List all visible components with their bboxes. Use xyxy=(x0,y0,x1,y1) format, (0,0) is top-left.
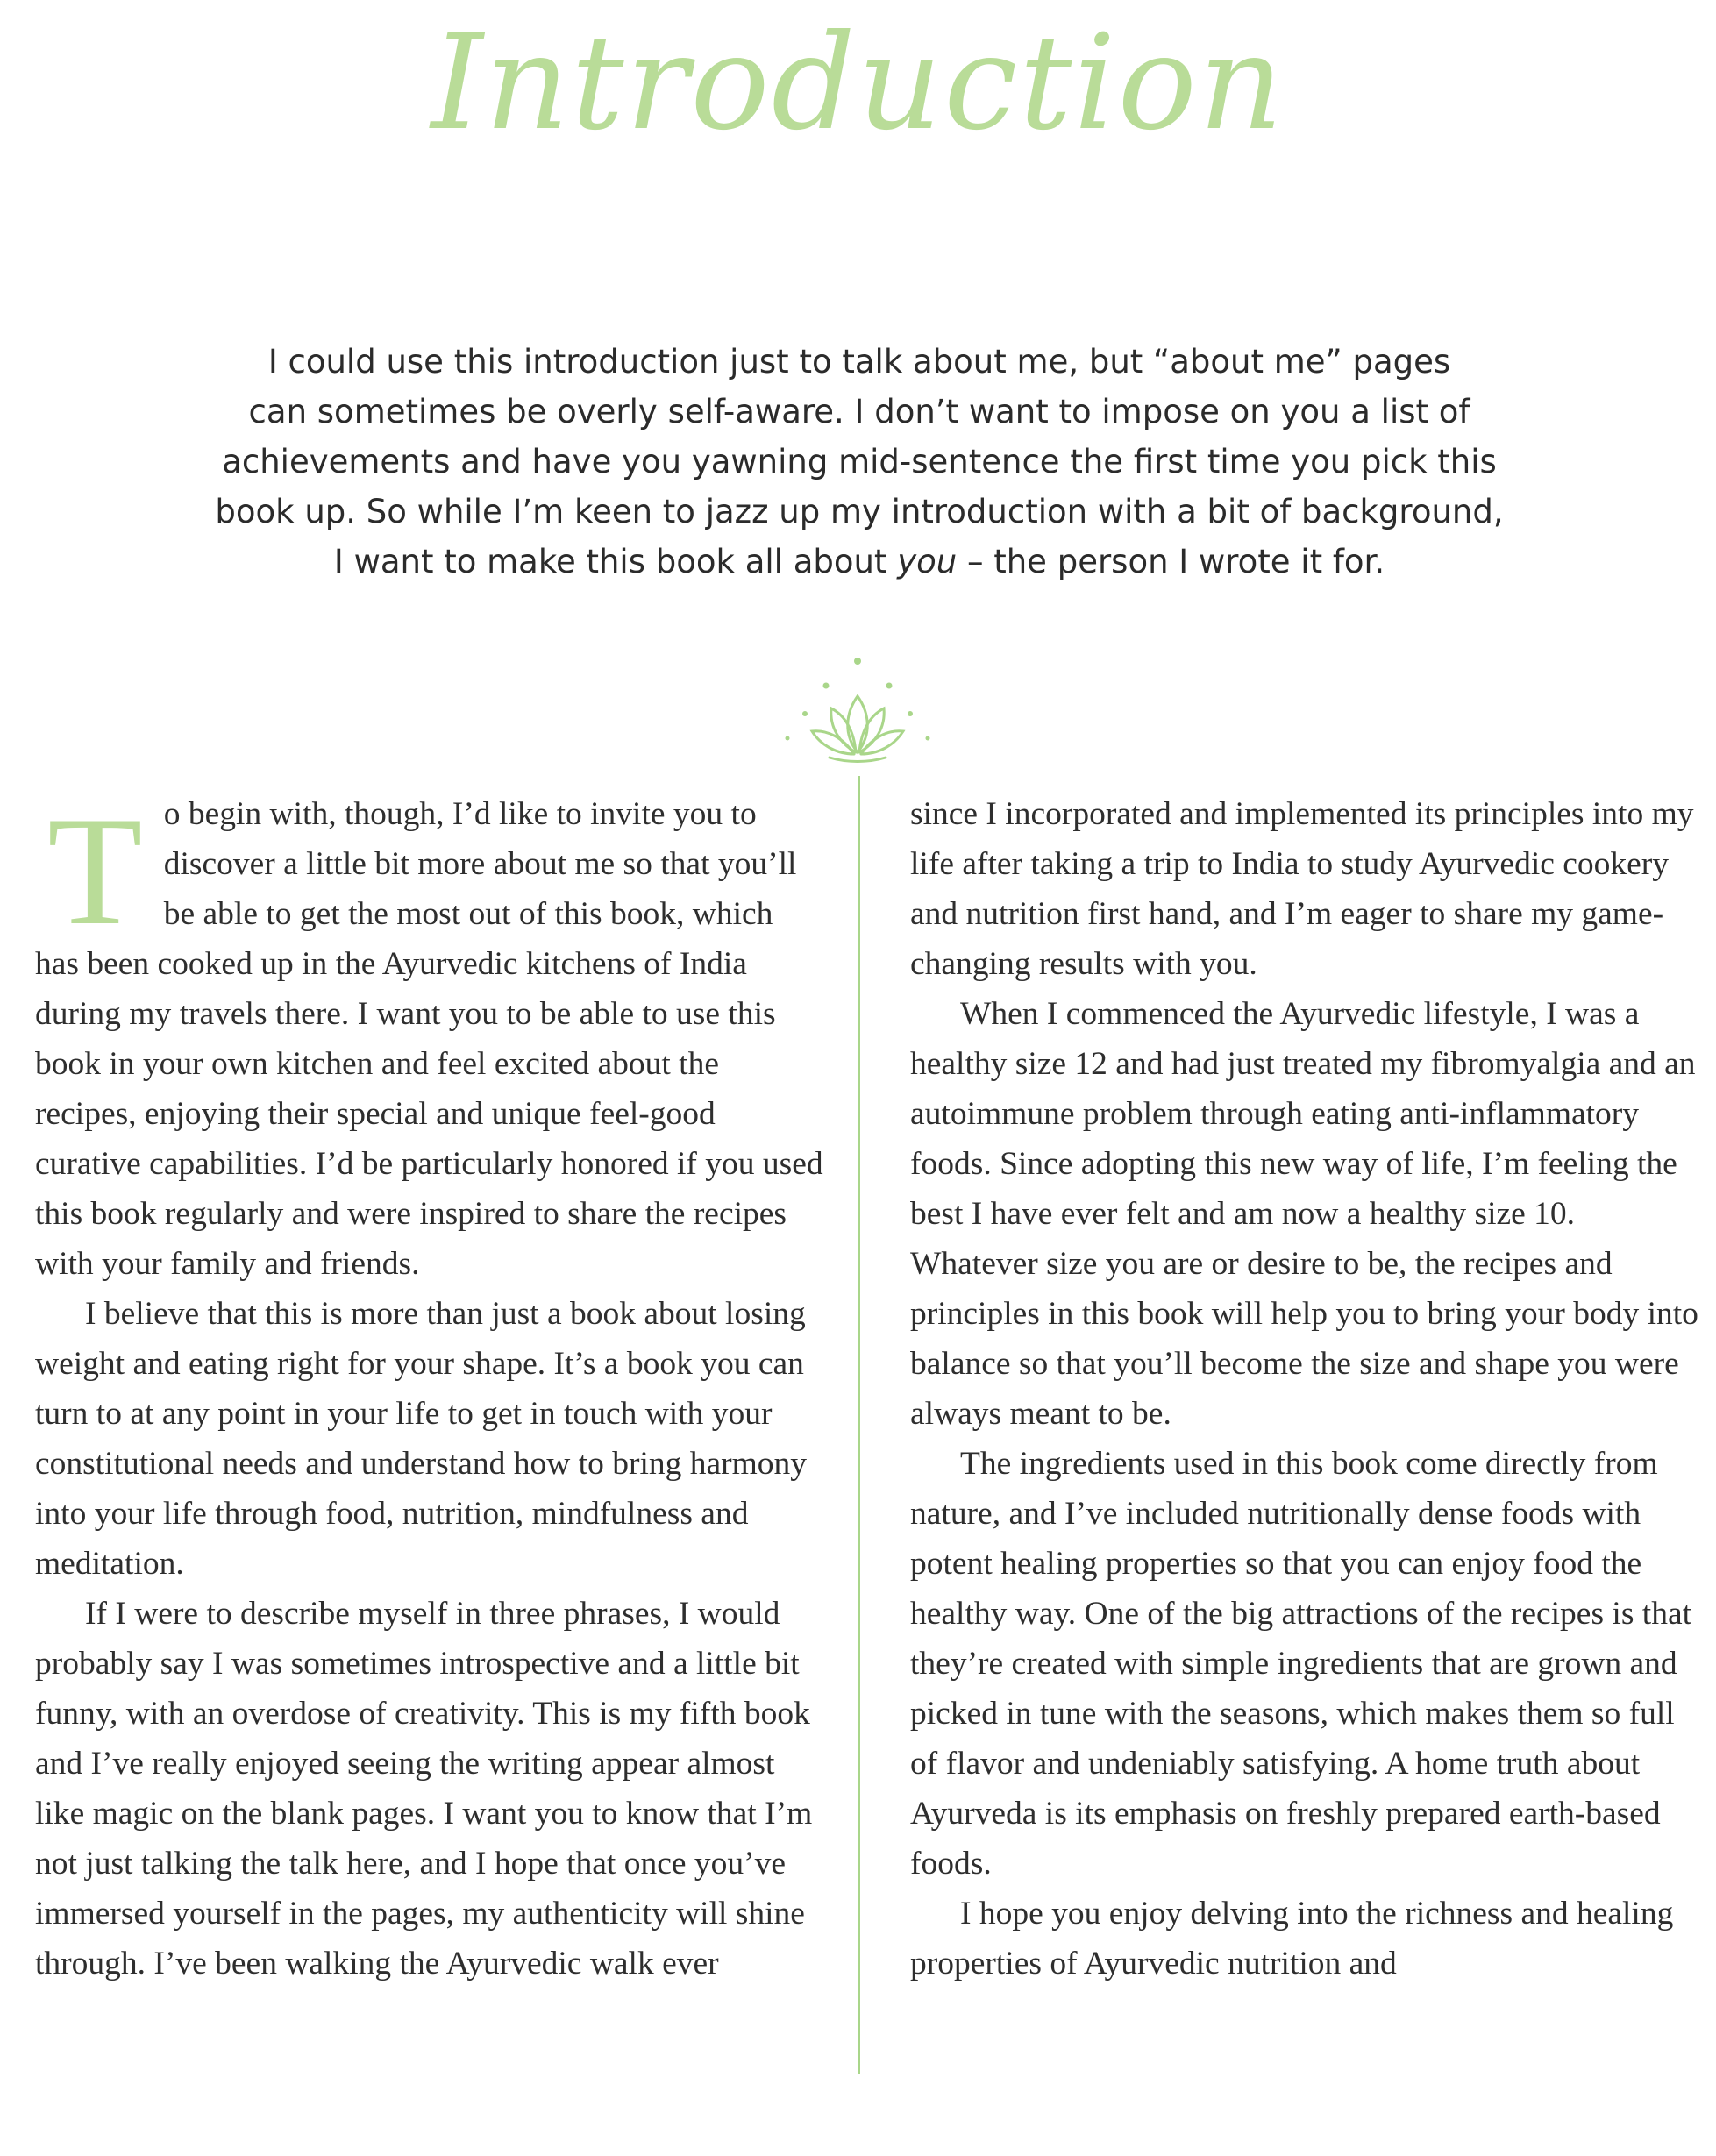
intro-line: I could use this introduction just to talk about me, but “about me” pages xyxy=(267,343,1451,381)
body-paragraph: I believe that this is more than just a book about losing weight and eating right for your shape. It’s a book you can turn to at any point in your life to get in touch with your constitutional needs and understand how to bring harmony into your life through food, nutrition, mindfulness and meditation. xyxy=(35,1296,808,1582)
intro-line: book up. So while I’m keen to jazz up my introduction with a bit of background, xyxy=(215,493,1504,530)
intro-line: can sometimes be overly self-aware. I don’t want to impose on you a list of xyxy=(248,393,1470,430)
body-paragraph xyxy=(35,784,824,1289)
body-paragraph: If I were to describe myself in three phrases, I would probably say I was sometimes introspective and a little bit funny, with an overdose of creativity. This is my fifth book and I’ve really enjoyed seeing the writing appear almost like magic on the blank pages. I want you to know that I’m not just talking the talk here, and I hope that once you’ve immersed yourself in the pages, my authenticity will shine through. I’ve been walking the Ayurvedic walk ever xyxy=(35,1596,813,1982)
intro-lead xyxy=(175,337,1543,587)
right-column xyxy=(910,789,1699,1989)
body-paragraph: since I incorporated and implemented its principles into my life after taking a trip to India to study Ayurvedic cookery and nutrition first hand, and I’m eager to share my game-changing results with you. xyxy=(910,796,1694,982)
lotus-icon xyxy=(770,649,945,772)
left-column xyxy=(35,784,824,1989)
paragraph-text: o begin with, though, I’d like to invite you to discover a little bit more about me so that you’ll be able to get the most out of this book, which has been cooked up in the Ayurvedic kitchens of India during my travels there. I want you to be able to use this book in your own kitchen and feel excited about the recipes, enjoying their special and unique feel-good curative capabilities. I’d be particularly honored if you used this book regularly and were inspired to share the recipes with your family and friends. xyxy=(35,796,823,1282)
drop-cap: T xyxy=(47,784,143,957)
body-paragraph: When I commenced the Ayurvedic lifestyle, I was a healthy size 12 and had just treated my fibromyalgia and an autoimmune problem through eating anti-inflammatory foods. Since adopting this new way of life, I’m feeling the best I have ever felt and am now a healthy size 10. Whatever size you are or desire to be, the recipes and principles in this book will help you to bring your body into balance so that you’ll become the size and shape you were always meant to be. xyxy=(910,996,1698,1432)
page-title: Introduction xyxy=(431,7,1285,160)
intro-emphasis: you xyxy=(897,543,958,580)
intro-text: – the person I wrote it for. xyxy=(957,543,1385,580)
body-paragraph: I hope you enjoy delving into the richness and healing properties of Ayurvedic nutrition and xyxy=(910,1896,1674,1982)
intro-line: achievements and have you yawning mid-sentence the first time you pick this xyxy=(222,443,1497,480)
column-divider xyxy=(858,776,860,2074)
intro-line-last xyxy=(175,537,1543,587)
body-paragraph: The ingredients used in this book come directly from nature, and I’ve included nutritionally dense foods with potent healing properties so that you can enjoy food the healthy way. One of the big attractions of the recipes is that they’re created with simple ingredients that are grown and picked in tune with the seasons, which makes them so full of flavor and undeniably satisfying. A home truth about Ayurveda is its emphasis on freshly prepared earth-based foods. xyxy=(910,1446,1692,1882)
intro-text: I want to make this book all about xyxy=(333,543,898,580)
